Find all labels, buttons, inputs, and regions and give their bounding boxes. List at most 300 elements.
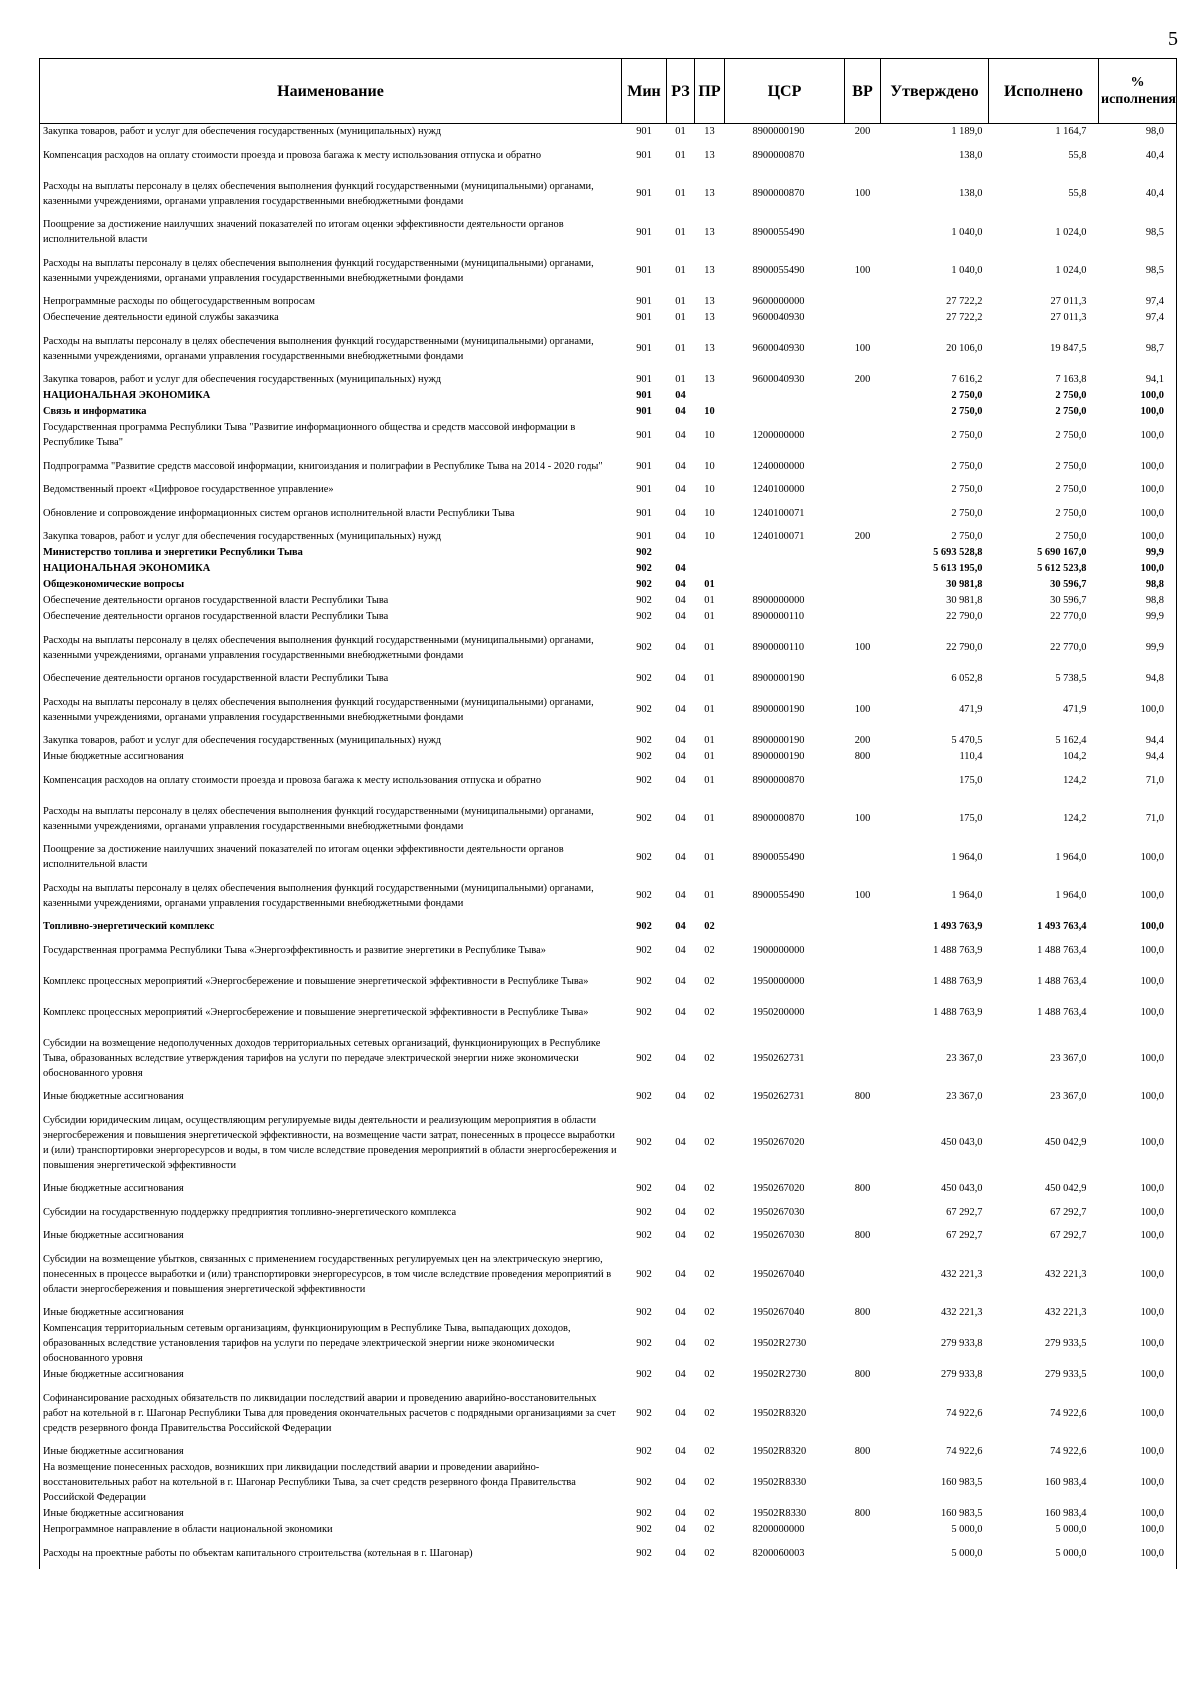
table-row <box>40 124 1177 140</box>
row-target-article: 8900000190 <box>752 751 805 762</box>
row-target-article: 8900000110 <box>752 611 805 622</box>
row-percent: 71,0 <box>1099 765 1177 796</box>
row-approved: 450 043,0 <box>940 1137 983 1148</box>
row-approved: 138,0 <box>959 188 983 199</box>
row-ministry: 901 <box>636 265 652 276</box>
row-subsection: 02 <box>704 1307 715 1318</box>
row-ministry: 901 <box>636 460 652 472</box>
row-name: Закупка товаров, работ и услуг для обеспечения государственных (муниципальных) нужд <box>40 733 622 749</box>
row-approved: 279 933,8 <box>940 1369 983 1380</box>
row-approved: 7 616,2 <box>951 374 983 385</box>
row-subsection: 01 <box>704 673 715 684</box>
row-expense-type <box>845 593 881 609</box>
row-executed: 30 596,7 <box>1050 579 1087 590</box>
row-percent: 100,0 <box>1099 1321 1177 1367</box>
row-executed: 124,2 <box>1063 813 1087 824</box>
row-section: 04 <box>675 1547 686 1559</box>
row-expense-type <box>845 1538 881 1569</box>
row-ministry: 901 <box>636 390 652 401</box>
row-section: 04 <box>675 1006 686 1018</box>
row-percent: 100,0 <box>1099 420 1177 451</box>
row-executed: 5 612 523,8 <box>1037 563 1087 574</box>
row-subsection: 01 <box>704 851 715 863</box>
row-expense-type <box>845 919 881 935</box>
row-percent: 100,0 <box>1099 1383 1177 1444</box>
row-approved: 22 790,0 <box>946 642 983 653</box>
row-percent: 100,0 <box>1099 1538 1177 1569</box>
table-row <box>40 671 1177 687</box>
row-percent: 99,9 <box>1099 625 1177 671</box>
table-row <box>40 482 1177 498</box>
row-executed: 22 770,0 <box>1050 611 1087 622</box>
row-expense-type: 100 <box>854 188 871 199</box>
table-row <box>40 1460 1177 1506</box>
row-name: Комплекс процессных мероприятий «Энергосбережение и повышение энергетической эффективности в Республике Тыва» <box>40 997 622 1028</box>
row-subsection <box>695 545 725 561</box>
row-section: 04 <box>675 531 686 542</box>
row-subsection: 13 <box>704 149 715 161</box>
row-executed: 55,8 <box>1068 188 1087 199</box>
row-approved: 30 981,8 <box>946 579 983 590</box>
row-target-article: 9600000000 <box>752 296 805 307</box>
table-row <box>40 1105 1177 1181</box>
row-approved: 2 750,0 <box>951 531 983 542</box>
row-percent: 100,0 <box>1099 529 1177 545</box>
table-row <box>40 1506 1177 1522</box>
row-percent: 100,0 <box>1099 404 1177 420</box>
row-name: Непрограммные расходы по общегосударственным вопросам <box>40 294 622 310</box>
row-expense-type <box>845 1460 881 1506</box>
row-expense-type: 100 <box>854 704 871 715</box>
header-name: Наименование <box>40 59 622 124</box>
row-target-article: 1900000000 <box>752 944 805 956</box>
row-expense-type <box>845 310 881 326</box>
row-target-article: 19502R8330 <box>752 1508 807 1519</box>
row-percent: 99,9 <box>1099 609 1177 625</box>
row-target-article: 19502R8330 <box>752 1477 807 1488</box>
row-expense-type <box>845 294 881 310</box>
row-ministry: 902 <box>636 1307 652 1318</box>
row-name: НАЦИОНАЛЬНАЯ ЭКОНОМИКА <box>40 388 622 404</box>
row-target-article: 8900000870 <box>752 774 805 786</box>
row-ministry: 902 <box>636 1091 652 1102</box>
row-executed: 2 750,0 <box>1055 484 1087 495</box>
row-expense-type <box>845 609 881 625</box>
row-expense-type: 200 <box>854 735 871 746</box>
row-name: Подпрограмма "Развитие средств массовой информации, книгоиздания и полиграфии в Республике Тыва на 2014 - 2020 годы" <box>40 451 622 482</box>
row-percent: 94,4 <box>1099 749 1177 765</box>
row-approved: 1 189,0 <box>951 126 983 138</box>
row-subsection: 02 <box>704 1052 715 1064</box>
row-expense-type: 800 <box>854 1230 871 1241</box>
row-percent: 100,0 <box>1099 482 1177 498</box>
row-expense-type <box>845 451 881 482</box>
row-approved: 5 470,5 <box>951 735 983 746</box>
row-subsection: 13 <box>704 226 715 238</box>
row-expense-type: 100 <box>854 813 871 824</box>
row-executed: 1 488 763,4 <box>1037 1006 1087 1018</box>
row-expense-type <box>845 388 881 404</box>
row-subsection: 02 <box>704 1206 715 1218</box>
row-executed: 5 162,4 <box>1055 735 1087 746</box>
table-row <box>40 404 1177 420</box>
row-section: 04 <box>675 595 686 606</box>
row-target-article <box>725 404 845 420</box>
row-percent: 98,8 <box>1099 577 1177 593</box>
header-approved: Утверждено <box>881 59 989 124</box>
table-row <box>40 593 1177 609</box>
row-expense-type <box>845 545 881 561</box>
row-target-article: 8900000870 <box>752 188 805 199</box>
row-ministry: 902 <box>636 813 652 824</box>
row-target-article: 8900000190 <box>752 126 805 138</box>
row-name: Компенсация территориальным сетевым организациям, функционирующим в Республике Тыва, выпадающих доходов, образованных вследствие установления тарифов на услуги по передаче электрической энергии ниже экономически обоснованного уровня <box>40 1321 622 1367</box>
row-subsection: 02 <box>704 1524 715 1535</box>
row-subsection: 01 <box>704 611 715 622</box>
row-subsection: 10 <box>704 429 715 441</box>
row-target-article <box>725 919 845 935</box>
row-section: 04 <box>675 735 686 746</box>
row-approved: 1 488 763,9 <box>933 975 983 987</box>
row-approved: 22 790,0 <box>946 611 983 622</box>
row-subsection: 10 <box>704 531 715 542</box>
table-row <box>40 217 1177 248</box>
row-section: 04 <box>675 975 686 987</box>
row-target-article: 8200000000 <box>752 1524 805 1535</box>
row-executed: 27 011,3 <box>1050 312 1087 323</box>
row-executed: 74 922,6 <box>1050 1407 1087 1419</box>
row-approved: 27 722,2 <box>946 296 983 307</box>
row-expense-type: 200 <box>854 531 871 542</box>
row-section: 04 <box>675 429 686 441</box>
row-executed: 2 750,0 <box>1055 507 1087 519</box>
row-executed: 450 042,9 <box>1044 1137 1087 1148</box>
table-row <box>40 935 1177 966</box>
row-target-article: 1200000000 <box>752 429 805 441</box>
row-expense-type <box>845 404 881 420</box>
row-approved: 432 221,3 <box>940 1307 983 1318</box>
table-row <box>40 873 1177 919</box>
row-subsection: 02 <box>704 921 715 932</box>
row-percent: 100,0 <box>1099 1522 1177 1538</box>
table-row <box>40 326 1177 372</box>
row-ministry: 902 <box>636 944 652 956</box>
row-section: 01 <box>675 312 686 323</box>
row-section: 01 <box>675 226 686 238</box>
row-approved: 2 750,0 <box>951 484 983 495</box>
row-subsection: 01 <box>704 774 715 786</box>
table-row <box>40 1383 1177 1444</box>
row-expense-type <box>845 482 881 498</box>
row-executed: 1 964,0 <box>1055 851 1087 863</box>
row-ministry: 902 <box>636 547 652 558</box>
row-subsection: 02 <box>704 944 715 956</box>
row-name: Расходы на проектные работы по объектам капитального строительства (котельная в г. Шагонар) <box>40 1538 622 1569</box>
row-target-article: 8900000000 <box>752 595 805 606</box>
row-approved: 5 000,0 <box>951 1524 983 1535</box>
row-expense-type: 100 <box>854 890 871 901</box>
row-section: 04 <box>675 460 686 472</box>
row-name: Расходы на выплаты персоналу в целях обеспечения выполнения функций государственными (муниципальными) органами, казенными учреждениями, органами управления государственными внебюджетными фондами <box>40 248 622 294</box>
row-name: Государственная программа Республики Тыва "Развитие информационного общества и средств массовой информации в Республике Тыва" <box>40 420 622 451</box>
page-number: 5 <box>1168 28 1178 50</box>
row-name: Поощрение за достижение наилучших значений показателей по итогам оценки эффективности деятельности органов исполнительной власти <box>40 217 622 248</box>
row-subsection: 13 <box>704 265 715 276</box>
row-percent: 100,0 <box>1099 1089 1177 1105</box>
row-approved: 2 750,0 <box>951 507 983 519</box>
row-ministry: 902 <box>636 595 652 606</box>
row-ministry: 902 <box>636 563 652 574</box>
table-row <box>40 529 1177 545</box>
row-expense-type <box>845 1197 881 1228</box>
row-section: 04 <box>675 1230 686 1241</box>
row-target-article: 1950267030 <box>752 1230 805 1241</box>
row-expense-type <box>845 935 881 966</box>
row-name: Иные бюджетные ассигнования <box>40 1181 622 1197</box>
row-ministry: 902 <box>636 1052 652 1064</box>
row-subsection: 02 <box>704 1477 715 1488</box>
row-ministry: 902 <box>636 975 652 987</box>
table-row <box>40 372 1177 388</box>
row-ministry: 902 <box>636 735 652 746</box>
row-name: Комплекс процессных мероприятий «Энергосбережение и повышение энергетической эффективности в Республике Тыва» <box>40 966 622 997</box>
row-percent: 100,0 <box>1099 1228 1177 1244</box>
table-row <box>40 1522 1177 1538</box>
row-approved: 27 722,2 <box>946 312 983 323</box>
row-subsection: 02 <box>704 1508 715 1519</box>
row-ministry: 901 <box>636 429 652 441</box>
row-executed: 30 596,7 <box>1050 595 1087 606</box>
row-name: Иные бюджетные ассигнования <box>40 1367 622 1383</box>
row-subsection: 02 <box>704 1338 715 1349</box>
row-executed: 23 367,0 <box>1050 1091 1087 1102</box>
row-target-article: 1240100071 <box>752 531 805 542</box>
table-row <box>40 1321 1177 1367</box>
row-executed: 19 847,5 <box>1050 343 1087 354</box>
table-row <box>40 388 1177 404</box>
row-target-article: 8900000190 <box>752 704 805 715</box>
row-target-article <box>725 388 845 404</box>
row-percent: 100,0 <box>1099 1305 1177 1321</box>
row-expense-type: 800 <box>854 1446 871 1457</box>
table-row <box>40 1028 1177 1089</box>
row-target-article: 9600040930 <box>752 343 805 354</box>
row-name: Компенсация расходов на оплату стоимости проезда и провоза багажа к месту использования отпуска и обратно <box>40 140 622 171</box>
table-row <box>40 451 1177 482</box>
row-approved: 30 981,8 <box>946 595 983 606</box>
row-target-article: 1950267020 <box>752 1183 805 1194</box>
row-target-article: 8900055490 <box>752 226 805 238</box>
row-percent: 97,4 <box>1099 294 1177 310</box>
row-expense-type: 800 <box>854 751 871 762</box>
row-target-article: 8900055490 <box>752 851 805 863</box>
table-row <box>40 1538 1177 1569</box>
row-section: 04 <box>675 611 686 622</box>
table-row <box>40 310 1177 326</box>
row-approved: 23 367,0 <box>946 1052 983 1064</box>
row-target-article: 1240100071 <box>752 507 805 519</box>
row-ministry: 902 <box>636 642 652 653</box>
row-subsection: 01 <box>704 751 715 762</box>
row-section: 04 <box>675 1407 686 1419</box>
row-section: 04 <box>675 484 686 495</box>
row-ministry: 902 <box>636 1407 652 1419</box>
row-percent: 100,0 <box>1099 997 1177 1028</box>
table-row <box>40 1367 1177 1383</box>
row-approved: 67 292,7 <box>946 1230 983 1241</box>
row-percent: 100,0 <box>1099 687 1177 733</box>
row-approved: 5 693 528,8 <box>933 547 983 558</box>
row-section: 04 <box>675 642 686 653</box>
row-executed: 432 221,3 <box>1044 1268 1087 1280</box>
row-expense-type: 100 <box>854 642 871 653</box>
row-section: 01 <box>675 296 686 307</box>
row-percent: 99,9 <box>1099 545 1177 561</box>
row-executed: 1 488 763,4 <box>1037 975 1087 987</box>
row-name: Субсидии на возмещение убытков, связанных с применением государственных регулируемых цен на электрическую энергию, понесенных в процессе выработки и (или) транспортировки энергоресурсов, в том числе вследствие проведения мероприятий в области энергосбережения и повышения энергетической эффективности <box>40 1244 622 1305</box>
row-executed: 2 750,0 <box>1055 406 1087 417</box>
row-section: 04 <box>675 1091 686 1102</box>
table-row <box>40 498 1177 529</box>
row-section: 04 <box>675 813 686 824</box>
row-expense-type <box>845 842 881 873</box>
row-section: 04 <box>675 1508 686 1519</box>
row-executed: 279 933,5 <box>1044 1369 1087 1380</box>
row-expense-type: 800 <box>854 1091 871 1102</box>
row-target-article: 8900000110 <box>752 642 805 653</box>
row-expense-type <box>845 1028 881 1089</box>
row-percent: 100,0 <box>1099 966 1177 997</box>
table-row <box>40 687 1177 733</box>
row-percent: 98,0 <box>1099 124 1177 140</box>
row-name: Государственная программа Республики Тыва «Энергоэффективность и развитие энергетики в Республике Тыва» <box>40 935 622 966</box>
row-subsection: 13 <box>704 343 715 354</box>
row-target-article: 9600040930 <box>752 312 805 323</box>
row-expense-type <box>845 140 881 171</box>
row-executed: 160 983,4 <box>1044 1508 1087 1519</box>
table-row <box>40 294 1177 310</box>
row-ministry: 902 <box>636 851 652 863</box>
row-section: 04 <box>675 563 686 574</box>
row-name: Общеэкономические вопросы <box>40 577 622 593</box>
row-target-article: 8900000870 <box>752 813 805 824</box>
row-expense-type: 800 <box>854 1307 871 1318</box>
row-target-article: 9600040930 <box>752 374 805 385</box>
row-subsection <box>695 561 725 577</box>
row-expense-type: 200 <box>854 126 871 138</box>
table-row <box>40 545 1177 561</box>
row-percent: 98,7 <box>1099 326 1177 372</box>
row-approved: 160 983,5 <box>940 1477 983 1488</box>
row-subsection: 02 <box>704 1407 715 1419</box>
row-ministry: 902 <box>636 1183 652 1194</box>
table-row <box>40 625 1177 671</box>
row-executed: 74 922,6 <box>1050 1446 1087 1457</box>
row-expense-type: 800 <box>854 1183 871 1194</box>
row-target-article: 1950267040 <box>752 1307 805 1318</box>
row-name: Обеспечение деятельности единой службы заказчика <box>40 310 622 326</box>
row-expense-type <box>845 561 881 577</box>
row-executed: 23 367,0 <box>1050 1052 1087 1064</box>
row-approved: 23 367,0 <box>946 1091 983 1102</box>
row-section: 04 <box>675 579 686 590</box>
row-executed: 67 292,7 <box>1050 1230 1087 1241</box>
row-ministry: 901 <box>636 343 652 354</box>
row-name: Поощрение за достижение наилучших значений показателей по итогам оценки эффективности деятельности органов исполнительной власти <box>40 842 622 873</box>
row-ministry: 902 <box>636 1230 652 1241</box>
row-percent: 100,0 <box>1099 498 1177 529</box>
row-name: Субсидии на возмещение недополученных доходов территориальных сетевых организаций, функционирующих в Республике Тыва, образованных вследствие утверждения тарифов на услуги по передаче электрической энергии ниже экономически обоснованного уровня <box>40 1028 622 1089</box>
table-row <box>40 1305 1177 1321</box>
row-executed: 22 770,0 <box>1050 642 1087 653</box>
row-executed: 5 000,0 <box>1055 1524 1087 1535</box>
row-name: Компенсация расходов на оплату стоимости проезда и провоза багажа к месту использования отпуска и обратно <box>40 765 622 796</box>
row-expense-type <box>845 217 881 248</box>
row-executed: 471,9 <box>1063 704 1087 715</box>
row-subsection: 10 <box>704 460 715 472</box>
row-ministry: 902 <box>636 890 652 901</box>
row-name: Закупка товаров, работ и услуг для обеспечения государственных (муниципальных) нужд <box>40 529 622 545</box>
row-ministry: 902 <box>636 1524 652 1535</box>
row-subsection: 10 <box>704 406 715 417</box>
row-approved: 1 040,0 <box>951 226 983 238</box>
row-target-article: 1240000000 <box>752 460 805 472</box>
table-row <box>40 1197 1177 1228</box>
row-expense-type <box>845 498 881 529</box>
row-expense-type <box>845 577 881 593</box>
table-row <box>40 609 1177 625</box>
row-subsection: 02 <box>704 975 715 987</box>
row-percent: 40,4 <box>1099 171 1177 217</box>
row-subsection: 02 <box>704 1547 715 1559</box>
row-executed: 450 042,9 <box>1044 1183 1087 1194</box>
row-percent: 94,1 <box>1099 372 1177 388</box>
row-target-article: 1950267030 <box>752 1206 805 1218</box>
row-subsection: 02 <box>704 1446 715 1457</box>
table-row <box>40 1444 1177 1460</box>
row-executed: 67 292,7 <box>1050 1206 1087 1218</box>
row-subsection: 02 <box>704 1230 715 1241</box>
row-ministry: 901 <box>636 126 652 138</box>
row-subsection: 13 <box>704 312 715 323</box>
row-section: 04 <box>675 1206 686 1218</box>
table-row <box>40 561 1177 577</box>
row-percent: 100,0 <box>1099 1197 1177 1228</box>
row-ministry: 902 <box>636 1547 652 1559</box>
row-section: 01 <box>675 374 686 385</box>
row-name: Иные бюджетные ассигнования <box>40 1444 622 1460</box>
row-expense-type <box>845 1383 881 1444</box>
row-section: 04 <box>675 390 686 401</box>
row-ministry: 901 <box>636 188 652 199</box>
row-name: Закупка товаров, работ и услуг для обеспечения государственных (муниципальных) нужд <box>40 372 622 388</box>
row-approved: 110,4 <box>959 751 983 762</box>
row-name: Расходы на выплаты персоналу в целях обеспечения выполнения функций государственными (муниципальными) органами, казенными учреждениями, органами управления государственными внебюджетными фондами <box>40 326 622 372</box>
row-executed: 2 750,0 <box>1055 429 1087 441</box>
table-row <box>40 1244 1177 1305</box>
row-executed: 2 750,0 <box>1055 390 1087 401</box>
row-approved: 471,9 <box>959 704 983 715</box>
row-approved: 175,0 <box>959 774 983 786</box>
row-percent: 100,0 <box>1099 1506 1177 1522</box>
row-subsection: 02 <box>704 1268 715 1280</box>
row-name: Иные бюджетные ассигнования <box>40 1089 622 1105</box>
row-section: 04 <box>675 774 686 786</box>
row-ministry: 902 <box>636 774 652 786</box>
row-ministry: 902 <box>636 1477 652 1488</box>
header-ministry: Мин <box>622 59 667 124</box>
row-target-article: 8900055490 <box>752 890 805 901</box>
